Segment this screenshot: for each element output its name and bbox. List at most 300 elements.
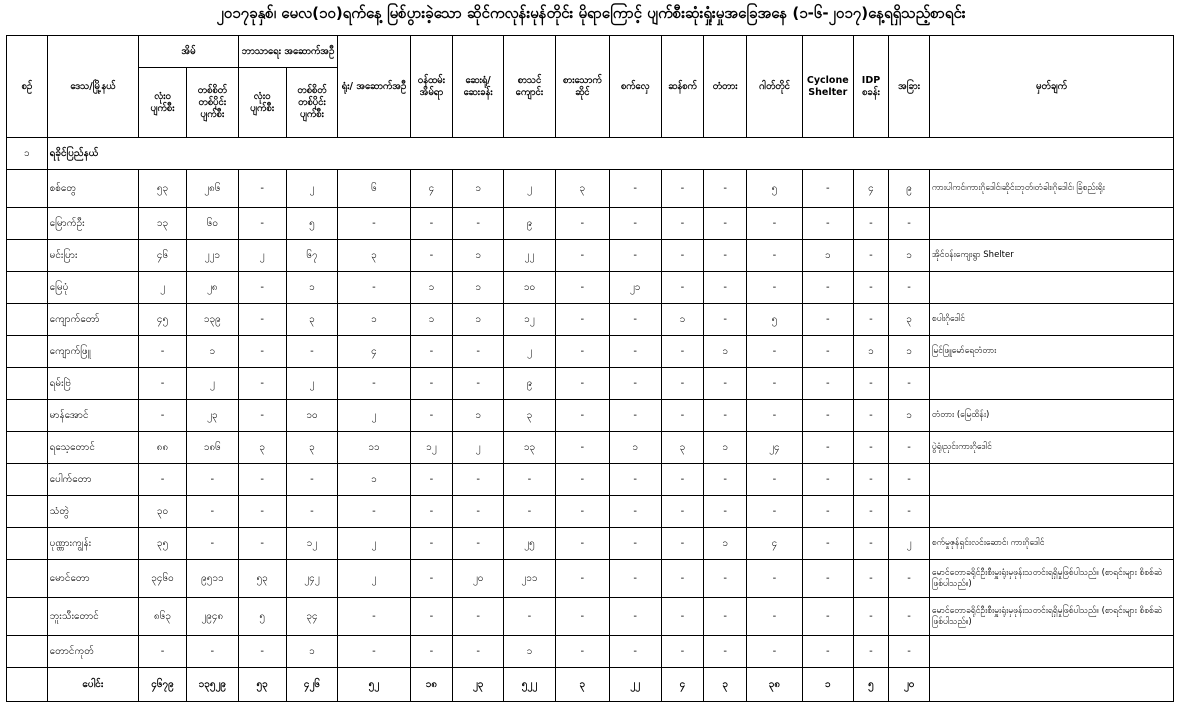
value-cell: ၄ <box>338 336 410 368</box>
value-cell: - <box>410 496 453 528</box>
township-cell: မောင်တော <box>47 560 138 598</box>
total-no-cell <box>7 668 48 702</box>
value-cell: - <box>609 336 661 368</box>
value-cell: - <box>802 208 853 240</box>
value-cell: - <box>889 496 930 528</box>
value-cell: ၁ <box>609 432 661 464</box>
value-cell: ၂ <box>338 560 410 598</box>
col-market-header: စားသောက် ဆိုင် <box>555 36 609 138</box>
value-cell: - <box>609 240 661 272</box>
total-value-cell: ၃ <box>555 668 609 702</box>
row-no-cell <box>7 170 48 208</box>
value-cell: - <box>704 240 747 272</box>
value-cell: ၁၂ <box>504 304 556 336</box>
value-cell: - <box>853 432 889 464</box>
value-cell: ၅ <box>746 304 802 336</box>
value-cell: ၂၉၄၈ <box>186 598 238 636</box>
value-cell: ၄ <box>853 170 889 208</box>
value-cell: ၃ <box>661 432 704 464</box>
value-cell: ၃ <box>889 304 930 336</box>
value-cell: ၆ <box>338 170 410 208</box>
row-no-cell <box>7 432 48 464</box>
value-cell: - <box>802 464 853 496</box>
value-cell: ၁ <box>704 528 747 560</box>
value-cell: - <box>853 560 889 598</box>
col-clinic-header: ဆေးရုံ/ ဆေးခန်း <box>453 36 504 138</box>
remarks-cell <box>929 464 1173 496</box>
col-staff-housing-header: ဝန်ထမ်း အိမ်ရာ <box>410 36 453 138</box>
value-cell: - <box>609 304 661 336</box>
value-cell: ၃ <box>555 170 609 208</box>
total-row <box>7 668 1174 702</box>
table-row <box>7 432 1174 464</box>
value-cell: - <box>139 400 187 432</box>
value-cell: ၂၁၁ <box>504 560 556 598</box>
value-cell: ၁ <box>453 304 504 336</box>
value-cell: ၁၈၆ <box>186 432 238 464</box>
value-cell: - <box>661 400 704 432</box>
total-value-cell: ၅ <box>853 668 889 702</box>
value-cell: - <box>609 496 661 528</box>
value-cell: - <box>661 208 704 240</box>
value-cell: - <box>453 496 504 528</box>
value-cell: - <box>661 368 704 400</box>
value-cell: - <box>238 304 286 336</box>
value-cell: - <box>338 368 410 400</box>
table-row <box>7 208 1174 240</box>
remarks-cell: မောင်တောခရိုင်ဦးစီးမှူးရုံးမှဖုန်းသတင်းရရှိမှုဖြစ်ပါသည်။ (စာရင်းများ စိစစ်ဆဲဖြစ်ပါသည်။) <box>929 560 1173 598</box>
total-remarks-cell <box>929 668 1173 702</box>
remarks-cell: တံတား (မြေထိန်း) <box>929 400 1173 432</box>
value-cell: - <box>555 400 609 432</box>
value-cell: ၁ <box>853 336 889 368</box>
value-cell: - <box>338 598 410 636</box>
table-row <box>7 496 1174 528</box>
total-value-cell: ၁၈ <box>410 668 453 702</box>
township-cell: မြောက်ဦး <box>47 208 138 240</box>
value-cell: - <box>853 272 889 304</box>
remarks-cell <box>929 636 1173 668</box>
value-cell: ၈၈ <box>139 432 187 464</box>
value-cell: - <box>802 636 853 668</box>
value-cell: - <box>555 240 609 272</box>
value-cell: ၂ <box>338 400 410 432</box>
township-cell: စစ်တွေ <box>47 170 138 208</box>
township-cell: ကျောက်တော် <box>47 304 138 336</box>
value-cell: ၁ <box>889 336 930 368</box>
value-cell: - <box>238 170 286 208</box>
value-cell: - <box>609 368 661 400</box>
value-cell: ၂၃ <box>186 400 238 432</box>
value-cell: ၁ <box>410 272 453 304</box>
total-value-cell: ၄၆၇၉ <box>139 668 187 702</box>
township-cell: သံတွဲ <box>47 496 138 528</box>
value-cell: ၃၀ <box>139 496 187 528</box>
township-cell: မင်းပြား <box>47 240 138 272</box>
value-cell: ၁၂ <box>410 432 453 464</box>
value-cell: - <box>889 208 930 240</box>
col-house-total-header: လုံး၀ ပျက်စီး <box>139 68 187 138</box>
value-cell: - <box>853 208 889 240</box>
col-township-header: ဒေသ/မြို့နယ် <box>47 36 138 138</box>
township-cell: မာန်အောင် <box>47 400 138 432</box>
value-cell: - <box>853 240 889 272</box>
row-no-cell <box>7 368 48 400</box>
value-cell: ၅၃ <box>238 560 286 598</box>
table-row <box>7 336 1174 368</box>
value-cell: - <box>504 464 556 496</box>
remarks-cell: စက်မှုဇုန်ရှင်းလင်းဆောင်၊ ကားဂိုဒေါင် <box>929 528 1173 560</box>
value-cell: - <box>186 464 238 496</box>
value-cell: - <box>746 636 802 668</box>
value-cell: ၁ <box>410 304 453 336</box>
value-cell: - <box>410 336 453 368</box>
value-cell: ၂၁ <box>609 272 661 304</box>
value-cell: ၄ <box>746 528 802 560</box>
total-value-cell: ၁ <box>802 668 853 702</box>
value-cell: - <box>453 598 504 636</box>
row-no-cell <box>7 496 48 528</box>
value-cell: - <box>238 400 286 432</box>
table-row <box>7 304 1174 336</box>
value-cell: - <box>802 528 853 560</box>
value-cell: ၉၅၁၁ <box>186 560 238 598</box>
value-cell: ၁ <box>453 272 504 304</box>
value-cell: - <box>555 560 609 598</box>
value-cell: - <box>453 636 504 668</box>
table-row <box>7 464 1174 496</box>
header-row-1 <box>7 36 1174 68</box>
value-cell: - <box>704 598 747 636</box>
value-cell: - <box>704 636 747 668</box>
township-cell: ရမ်းဗြဲ <box>47 368 138 400</box>
value-cell: - <box>410 560 453 598</box>
row-no-cell <box>7 464 48 496</box>
value-cell: - <box>238 464 286 496</box>
value-cell: ၆၀ <box>186 208 238 240</box>
township-cell: ရသေ့တောင် <box>47 432 138 464</box>
remarks-cell: အိုင်ဝန်းကျေးရွာ Shelter <box>929 240 1173 272</box>
value-cell: - <box>853 400 889 432</box>
value-cell: ၁၁ <box>338 432 410 464</box>
value-cell: - <box>286 336 338 368</box>
value-cell: - <box>338 496 410 528</box>
value-cell: - <box>746 400 802 432</box>
total-value-cell: ၄ <box>661 668 704 702</box>
col-jetty-header: ဂါတ်တိုင် <box>746 36 802 138</box>
value-cell: - <box>555 304 609 336</box>
value-cell: - <box>661 336 704 368</box>
value-cell: - <box>453 464 504 496</box>
value-cell: - <box>410 368 453 400</box>
value-cell: - <box>139 636 187 668</box>
total-value-cell: ၅၂၂ <box>504 668 556 702</box>
value-cell: - <box>889 464 930 496</box>
value-cell: - <box>889 636 930 668</box>
col-no-header: စဥ် <box>7 36 48 138</box>
value-cell: - <box>504 496 556 528</box>
value-cell: - <box>802 336 853 368</box>
value-cell: ၁ <box>802 240 853 272</box>
value-cell: - <box>139 368 187 400</box>
value-cell: - <box>661 170 704 208</box>
remarks-cell: မောင်တောခရိုင်ဦးစီးမှူးရုံးမှဖုန်းသတင်းရရှိမှုဖြစ်ပါသည်။ (စာရင်းများ စိစစ်ဆဲဖြစ်ပါသည်။) <box>929 598 1173 636</box>
row-no-cell <box>7 304 48 336</box>
value-cell: - <box>661 528 704 560</box>
remarks-cell: မြင်ဖြူမော်ရေတံတား <box>929 336 1173 368</box>
value-cell: - <box>853 304 889 336</box>
value-cell: - <box>704 170 747 208</box>
value-cell: - <box>555 598 609 636</box>
value-cell: - <box>661 240 704 272</box>
value-cell: - <box>661 560 704 598</box>
value-cell: - <box>609 528 661 560</box>
remarks-cell <box>929 208 1173 240</box>
value-cell: - <box>186 496 238 528</box>
value-cell: ၃ <box>504 400 556 432</box>
value-cell: - <box>555 528 609 560</box>
col-rice-mill-header: ဆန်စက် <box>661 36 704 138</box>
col-other-header: အခြား <box>889 36 930 138</box>
value-cell: ၂ <box>238 240 286 272</box>
value-cell: - <box>704 560 747 598</box>
value-cell: ၁ <box>661 304 704 336</box>
col-bridge-header: တံတား <box>704 36 747 138</box>
value-cell: ၂၄ <box>746 432 802 464</box>
value-cell: - <box>746 272 802 304</box>
total-value-cell: ၃ <box>704 668 747 702</box>
table-row <box>7 598 1174 636</box>
value-cell: - <box>286 496 338 528</box>
total-value-cell: ၂၂ <box>609 668 661 702</box>
value-cell: ၁ <box>889 240 930 272</box>
total-value-cell: ၅၃ <box>238 668 286 702</box>
value-cell: ၂၄၂ <box>286 560 338 598</box>
value-cell: ၁ <box>286 272 338 304</box>
value-cell: ၁၃ <box>139 208 187 240</box>
remarks-cell <box>929 272 1173 304</box>
value-cell: - <box>802 400 853 432</box>
township-cell: ဘူးသီးတောင် <box>47 598 138 636</box>
value-cell: - <box>139 464 187 496</box>
row-no-cell <box>7 272 48 304</box>
township-cell: တောင်ကုတ် <box>47 636 138 668</box>
value-cell: ၉ <box>504 368 556 400</box>
value-cell: - <box>338 272 410 304</box>
value-cell: ၁၂ <box>286 528 338 560</box>
row-no-cell <box>7 560 48 598</box>
remarks-cell <box>929 496 1173 528</box>
section-no: ၁ <box>7 138 48 170</box>
value-cell: ၂၂၁ <box>186 240 238 272</box>
value-cell: - <box>746 598 802 636</box>
value-cell: - <box>704 496 747 528</box>
value-cell: ၄၅ <box>139 304 187 336</box>
value-cell: ၂ <box>453 432 504 464</box>
value-cell: - <box>704 400 747 432</box>
value-cell: ၂ <box>186 368 238 400</box>
col-cyclone-shelter-header: Cyclone Shelter <box>802 36 853 138</box>
value-cell: ၄ <box>410 170 453 208</box>
value-cell: - <box>889 598 930 636</box>
section-name: ရခိုင်ပြည်နယ် <box>47 138 1173 170</box>
value-cell: - <box>238 528 286 560</box>
value-cell: ၂ <box>504 170 556 208</box>
value-cell: ၁၃၉ <box>186 304 238 336</box>
page-title: ၂၀၁၇ခုနှစ်၊ မေလ(၁၀)ရက်နေ့ မြစ်ပွားခဲ့သော ဆိုင်ကလုန်းမုန်တိုင်း မိုရာကြောင့် ပျက်စီးဆုံးရှုံးမှုအခြေအနေ (၁-၆-၂၀၁၇)နေ့ရရှိသည့်စာရင်း <box>216 4 966 22</box>
value-cell: - <box>609 208 661 240</box>
row-no-cell <box>7 208 48 240</box>
col-house-partial-header: တစ်စိတ် တစ်ပိုင်း ပျက်စီး <box>186 68 238 138</box>
value-cell: ၅ <box>286 208 338 240</box>
value-cell: - <box>410 240 453 272</box>
value-cell: - <box>704 208 747 240</box>
table-body <box>7 170 1174 668</box>
value-cell: - <box>802 368 853 400</box>
value-cell: ၁ <box>504 636 556 668</box>
value-cell: - <box>746 464 802 496</box>
col-religious-header: ဘာသာရေး အဆောက်အဦ <box>238 36 338 68</box>
value-cell: - <box>555 336 609 368</box>
table-row <box>7 240 1174 272</box>
value-cell: - <box>853 496 889 528</box>
remarks-cell: စပါးဂိုဒေါင် <box>929 304 1173 336</box>
value-cell: - <box>889 560 930 598</box>
value-cell: ၃၄ <box>286 598 338 636</box>
value-cell: - <box>609 400 661 432</box>
value-cell: ၂ <box>286 368 338 400</box>
value-cell: ၂၂ <box>504 240 556 272</box>
value-cell: - <box>889 272 930 304</box>
value-cell: - <box>238 272 286 304</box>
value-cell: - <box>410 636 453 668</box>
value-cell: - <box>661 598 704 636</box>
table-row <box>7 560 1174 598</box>
col-remarks-header: မှတ်ချက် <box>929 36 1173 138</box>
value-cell: ၂၅ <box>504 528 556 560</box>
value-cell: - <box>555 208 609 240</box>
col-office-header: ရုံး/ အဆောက်အဦ <box>338 36 410 138</box>
value-cell: - <box>286 464 338 496</box>
value-cell: - <box>453 336 504 368</box>
value-cell: ၃၄၆၀ <box>139 560 187 598</box>
value-cell: ၃၅ <box>139 528 187 560</box>
value-cell: - <box>802 560 853 598</box>
value-cell: - <box>338 636 410 668</box>
township-cell: ပုဏ္ဏားကျွန်း <box>47 528 138 560</box>
value-cell: - <box>186 528 238 560</box>
value-cell: - <box>746 560 802 598</box>
value-cell: ၉ <box>889 170 930 208</box>
value-cell: - <box>238 636 286 668</box>
value-cell: - <box>139 336 187 368</box>
value-cell: - <box>609 636 661 668</box>
col-religious-total-header: လုံး၀ ပျက်စီး <box>238 68 286 138</box>
value-cell: - <box>661 464 704 496</box>
value-cell: ၁၃ <box>504 432 556 464</box>
value-cell: - <box>853 368 889 400</box>
value-cell: - <box>410 400 453 432</box>
value-cell: - <box>453 528 504 560</box>
value-cell: ၁ <box>453 240 504 272</box>
value-cell: - <box>238 336 286 368</box>
value-cell: ၁ <box>186 336 238 368</box>
total-value-cell: ၂၀ <box>889 668 930 702</box>
value-cell: ၁ <box>704 336 747 368</box>
value-cell: - <box>853 464 889 496</box>
value-cell: - <box>555 368 609 400</box>
value-cell: ၁၀ <box>504 272 556 304</box>
remarks-cell <box>929 368 1173 400</box>
value-cell: - <box>704 464 747 496</box>
value-cell: - <box>609 170 661 208</box>
value-cell: ၁ <box>286 636 338 668</box>
value-cell: - <box>410 464 453 496</box>
value-cell: ၁၀ <box>286 400 338 432</box>
remarks-cell: ပွဲရုံ၊ညှင်းကားဂိုဒေါင် <box>929 432 1173 464</box>
value-cell: - <box>555 464 609 496</box>
table-row <box>7 368 1174 400</box>
value-cell: - <box>746 240 802 272</box>
value-cell: - <box>704 272 747 304</box>
value-cell: ၁ <box>453 400 504 432</box>
value-cell: ၁ <box>338 464 410 496</box>
value-cell: ၁ <box>889 400 930 432</box>
table-row <box>7 400 1174 432</box>
remarks-cell: ကားပါကင်၊ကားဂိုဒေါင်၊ဆိုင်းဘုတ်၊တံခါး၊ဂိုဒေါင်၊ ခြံစည်းရိုး <box>929 170 1173 208</box>
value-cell: - <box>238 368 286 400</box>
township-cell: ကျောက်ဖြူ <box>47 336 138 368</box>
value-cell: ၉ <box>504 208 556 240</box>
value-cell: ၂၀ <box>453 560 504 598</box>
value-cell: - <box>746 496 802 528</box>
value-cell: - <box>453 208 504 240</box>
value-cell: - <box>504 598 556 636</box>
value-cell: - <box>186 636 238 668</box>
value-cell: ၂ <box>139 272 187 304</box>
value-cell: - <box>889 432 930 464</box>
value-cell: ၂ <box>504 336 556 368</box>
value-cell: ၃ <box>338 240 410 272</box>
value-cell: - <box>238 496 286 528</box>
col-power-header: စက်လှေ <box>609 36 661 138</box>
col-religious-partial-header: တစ်စိတ် တစ်ပိုင်း ပျက်စီး <box>286 68 338 138</box>
col-school-header: စာသင် ကျောင်း <box>504 36 556 138</box>
value-cell: - <box>853 598 889 636</box>
table-row <box>7 528 1174 560</box>
row-no-cell <box>7 400 48 432</box>
value-cell: - <box>453 368 504 400</box>
value-cell: - <box>746 336 802 368</box>
value-cell: - <box>238 208 286 240</box>
value-cell: - <box>555 496 609 528</box>
value-cell: ၄၆ <box>139 240 187 272</box>
value-cell: ၂ <box>889 528 930 560</box>
value-cell: - <box>802 272 853 304</box>
value-cell: ၂၈ <box>186 272 238 304</box>
value-cell: - <box>853 528 889 560</box>
section-row <box>7 138 1174 170</box>
value-cell: - <box>661 272 704 304</box>
value-cell: ၃ <box>238 432 286 464</box>
value-cell: ၁ <box>338 304 410 336</box>
row-no-cell <box>7 528 48 560</box>
row-no-cell <box>7 336 48 368</box>
value-cell: ၃ <box>286 432 338 464</box>
value-cell: - <box>661 496 704 528</box>
value-cell: - <box>609 560 661 598</box>
value-cell: - <box>661 636 704 668</box>
